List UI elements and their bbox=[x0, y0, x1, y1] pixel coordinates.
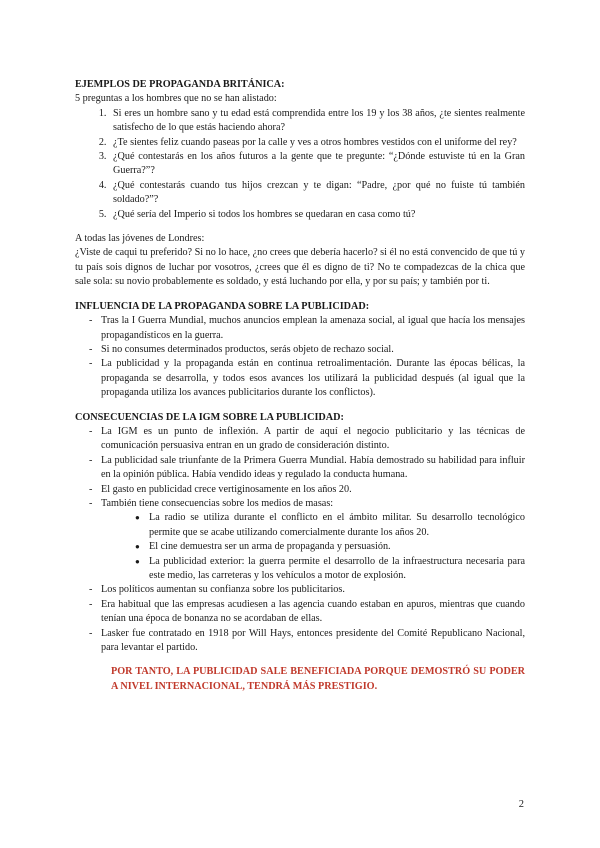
list-item: - Si no consumes determinados productos, serás objeto de rechazo social. bbox=[89, 343, 525, 357]
list-item: ● La radio se utiliza durante el conflicto en el ámbito militar. Su desarrollo tecnológico permite que se acabe utilizando comercialmente durante los años 20. bbox=[135, 511, 525, 540]
heading-influencia: INFLUENCIA DE LA PROPAGANDA SOBRE LA PUBLICIDAD: bbox=[75, 300, 370, 312]
conclusion-text: POR TANTO, LA PUBLICIDAD SALE BENEFICIADA PORQUE DEMOSTRÓ SU PODER A NIVEL INTERNACIONAL, TENDRÁ MÁS PRESTIGIO. bbox=[111, 666, 525, 692]
list-item: 5. ¿Qué sería del Imperio si todos los hombres se quedaran en casa como tú? bbox=[109, 208, 525, 222]
list-item: 3. ¿Qué contestarás en los años futuros a la gente que te pregunte: “¿Dónde estuviste tú en la Gran Guerra?”? bbox=[109, 150, 525, 179]
women-intro: A todas las jóvenes de Londres: bbox=[75, 233, 205, 245]
list-item: - Era habitual que las empresas acudiesen a las agencia cuando estaban en apuros, mientras que cuando tenían una época de bonanza no se acordaban de ellas. bbox=[89, 598, 525, 627]
list-item bbox=[89, 497, 525, 583]
consequences-list bbox=[75, 425, 525, 656]
questions-list bbox=[75, 107, 525, 222]
list-item: ● El cine demuestra ser un arma de propaganda y persuasión. bbox=[135, 540, 525, 554]
list-item: 1. Si eres un hombre sano y tu edad está comprendida entre los 19 y los 38 años, ¿te sientes realmente satisfecho de lo que estás haciendo ahora? bbox=[109, 107, 525, 136]
list-item: - La publicidad y la propaganda están en continua retroalimentación. Durante las épocas bélicas, la propaganda se desarrolla, y todos esos avances los utilizará la publicidad después (al igual que la propaganda utiliza los avances publicitarios durante los conflictos). bbox=[89, 357, 525, 400]
list-item: 2. ¿Te sientes feliz cuando paseas por la calle y ves a otros hombres vestidos con el uniforme del rey? bbox=[109, 136, 525, 150]
women-paragraph: ¿Viste de caqui tu preferido? Si no lo hace, ¿no crees que debería hacerlo? si él no está convencido de que tú y tu país sois dignos de luchar por vosotros, ¿crees que él es digno de ti? No te compadezcas de la chica que sale sola: su novio probablemente es soldado, y está luchando por ella, y por su país; y también por ti. bbox=[75, 247, 526, 288]
list-item: - La IGM es un punto de inflexión. A partir de aquí el negocio publicitario y las técnicas de comunicación persuasiva entran en un grado de consideración distinto. bbox=[89, 425, 525, 454]
list-item: - Tras la I Guerra Mundial, muchos anuncios emplean la amenaza social, al igual que hacía los mensajes propagandísticos en la guerra. bbox=[89, 314, 525, 343]
list-item: - La publicidad sale triunfante de la Primera Guerra Mundial. Había demostrado su habilidad para influir en la opinión pública. Había vendido ideas y regulado la conducta humana. bbox=[89, 454, 525, 483]
heading-ejemplos: EJEMPLOS DE PROPAGANDA BRITÁNICA: bbox=[75, 79, 285, 90]
page-number: 2 bbox=[518, 799, 524, 810]
media-intro: También tiene consecuencias sobre los medios de masas: bbox=[101, 497, 334, 509]
list-item: - Los políticos aumentan su confianza sobre los publicitarios. bbox=[89, 583, 525, 597]
media-list bbox=[101, 511, 525, 583]
list-item: - Lasker fue contratado en 1918 por Will Hays, entonces presidente del Comité Republicano Nacional, para levantar el partido. bbox=[89, 627, 525, 656]
influence-list bbox=[75, 314, 525, 400]
list-item: 4. ¿Qué contestarás cuando tus hijos crezcan y te digan: “Padre, ¿por qué no fuiste tú también soldado?”? bbox=[109, 179, 525, 208]
heading-consecuencias: CONSECUENCIAS DE LA IGM SOBRE LA PUBLICIDAD: bbox=[75, 411, 344, 423]
questions-intro: 5 preguntas a los hombres que no se han alistado: bbox=[75, 93, 277, 105]
page-content bbox=[75, 78, 525, 694]
list-item: ● La publicidad exterior: la guerra permite el desarrollo de la infraestructura necesaria para este medio, las carreteras y los vehículos a motor de explosión. bbox=[135, 555, 525, 584]
list-item: - El gasto en publicidad crece vertiginosamente en los años 20. bbox=[89, 483, 525, 497]
